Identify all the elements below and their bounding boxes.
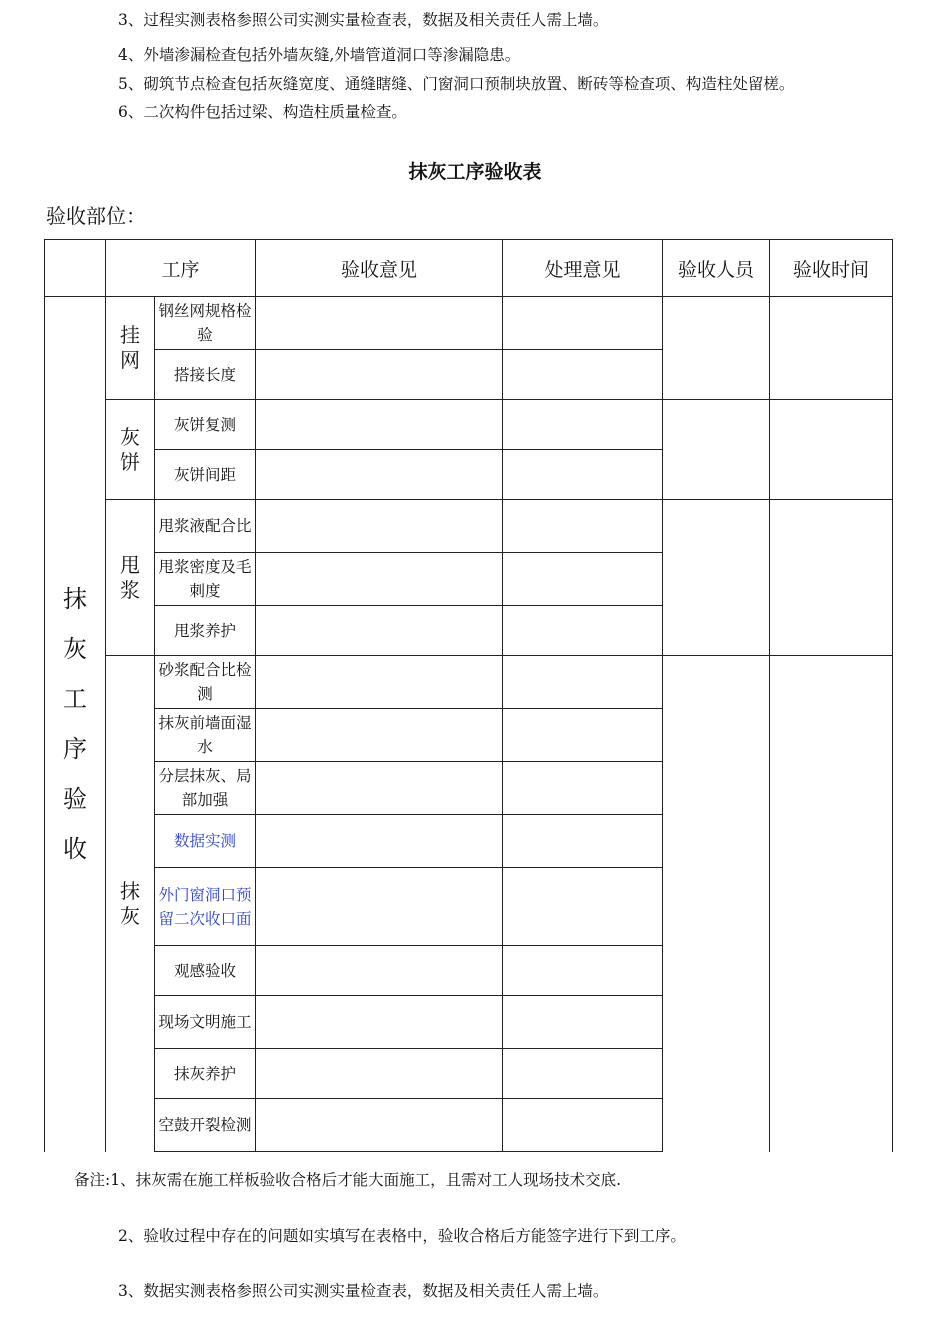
- inspector-cell[interactable]: [663, 297, 770, 400]
- item-label: 分层抹灰、局部加强: [155, 762, 256, 815]
- item-label: 观感验收: [155, 946, 256, 996]
- remark-line: 2、验收过程中存在的问题如实填写在表格中，验收合格后方能签字进行下到工序。: [118, 1227, 686, 1245]
- opinion-cell[interactable]: [256, 996, 503, 1049]
- item-label: 灰饼间距: [155, 450, 256, 500]
- intro-line: 6、二次构件包括过梁、构造柱质量检查。: [118, 103, 407, 121]
- handling-cell[interactable]: [503, 500, 663, 553]
- item-label: 甩浆密度及毛刺度: [155, 553, 256, 606]
- handling-cell[interactable]: [503, 1049, 663, 1099]
- header-handling: 处理意见: [503, 240, 663, 297]
- header-row: [45, 240, 893, 297]
- table-row: [45, 500, 893, 553]
- remark-line: 3、数据实测表格参照公司实测实量检查表，数据及相关责任人需上墙。: [118, 1282, 609, 1300]
- item-label: 抹灰前墙面湿水: [155, 709, 256, 762]
- table-row: [45, 656, 893, 709]
- acceptance-table: [44, 239, 893, 1152]
- item-label: 钢丝网规格检验: [155, 297, 256, 350]
- time-cell[interactable]: [770, 500, 893, 656]
- group-label: 抹 灰: [120, 878, 140, 928]
- handling-cell[interactable]: [503, 553, 663, 606]
- main-category-cell: [45, 297, 106, 1152]
- form-title: 抹灰工序验收表: [408, 161, 542, 183]
- time-cell[interactable]: [770, 400, 893, 500]
- handling-cell[interactable]: [503, 400, 663, 450]
- group-label: 甩 浆: [120, 552, 140, 602]
- opinion-cell[interactable]: [256, 656, 503, 709]
- item-label: 搭接长度: [155, 350, 256, 400]
- item-label: 抹灰养护: [155, 1049, 256, 1099]
- intro-line: 3、过程实测表格参照公司实测实量检查表，数据及相关责任人需上墙。: [118, 11, 609, 29]
- opinion-cell[interactable]: [256, 1099, 503, 1152]
- item-label: 现场文明施工: [155, 996, 256, 1049]
- item-label-highlight: 数据实测: [155, 815, 256, 868]
- item-label: 灰饼复测: [155, 400, 256, 450]
- handling-cell[interactable]: [503, 297, 663, 350]
- opinion-cell[interactable]: [256, 297, 503, 350]
- header-time: 验收时间: [770, 240, 893, 297]
- intro-line: 4、外墙渗漏检查包括外墙灰缝,外墙管道洞口等渗漏隐患。: [118, 46, 521, 64]
- remark-line: 备注:1、抹灰需在施工样板验收合格后才能大面施工，且需对工人现场技术交底.: [74, 1171, 622, 1189]
- handling-cell[interactable]: [503, 1099, 663, 1152]
- location-label: 验收部位：: [46, 204, 146, 228]
- header-blank: [45, 240, 106, 297]
- handling-cell[interactable]: [503, 762, 663, 815]
- header-opinion: 验收意见: [256, 240, 503, 297]
- handling-cell[interactable]: [503, 606, 663, 656]
- opinion-cell[interactable]: [256, 553, 503, 606]
- opinion-cell[interactable]: [256, 1049, 503, 1099]
- handling-cell[interactable]: [503, 709, 663, 762]
- handling-cell[interactable]: [503, 996, 663, 1049]
- time-cell[interactable]: [770, 297, 893, 400]
- main-category-label: 抹 灰 工 序 验 收: [63, 585, 87, 864]
- inspector-cell[interactable]: [663, 500, 770, 656]
- inspector-cell[interactable]: [663, 656, 770, 1152]
- handling-cell[interactable]: [503, 350, 663, 400]
- intro-line: 5、砌筑节点检查包括灰缝宽度、通缝瞎缝、门窗洞口预制块放置、断砖等检查项、构造柱处留槎。: [118, 75, 795, 93]
- opinion-cell[interactable]: [256, 815, 503, 868]
- group-label: 灰 饼: [120, 424, 140, 474]
- opinion-cell[interactable]: [256, 350, 503, 400]
- item-label: 甩浆养护: [155, 606, 256, 656]
- group-cell-plaster: [106, 656, 155, 1152]
- opinion-cell[interactable]: [256, 762, 503, 815]
- header-process: 工序: [106, 240, 256, 297]
- handling-cell[interactable]: [503, 815, 663, 868]
- opinion-cell[interactable]: [256, 606, 503, 656]
- header-inspector: 验收人员: [663, 240, 770, 297]
- inspector-cell[interactable]: [663, 400, 770, 500]
- handling-cell[interactable]: [503, 656, 663, 709]
- group-cell-splash: [106, 500, 155, 656]
- group-cell-mesh: [106, 297, 155, 400]
- table-row: [45, 297, 893, 350]
- time-cell[interactable]: [770, 656, 893, 1152]
- opinion-cell[interactable]: [256, 946, 503, 996]
- opinion-cell[interactable]: [256, 500, 503, 553]
- opinion-cell[interactable]: [256, 709, 503, 762]
- item-label: 甩浆液配合比: [155, 500, 256, 553]
- handling-cell[interactable]: [503, 868, 663, 946]
- handling-cell[interactable]: [503, 946, 663, 996]
- item-label: 砂浆配合比检测: [155, 656, 256, 709]
- opinion-cell[interactable]: [256, 450, 503, 500]
- handling-cell[interactable]: [503, 450, 663, 500]
- item-label: 空鼓开裂检测: [155, 1099, 256, 1152]
- table-row: [45, 400, 893, 450]
- item-label-highlight: 外门窗洞口预留二次收口面: [155, 868, 256, 946]
- group-cell-mark: [106, 400, 155, 500]
- opinion-cell[interactable]: [256, 400, 503, 450]
- group-label: 挂 网: [120, 323, 140, 372]
- opinion-cell[interactable]: [256, 868, 503, 946]
